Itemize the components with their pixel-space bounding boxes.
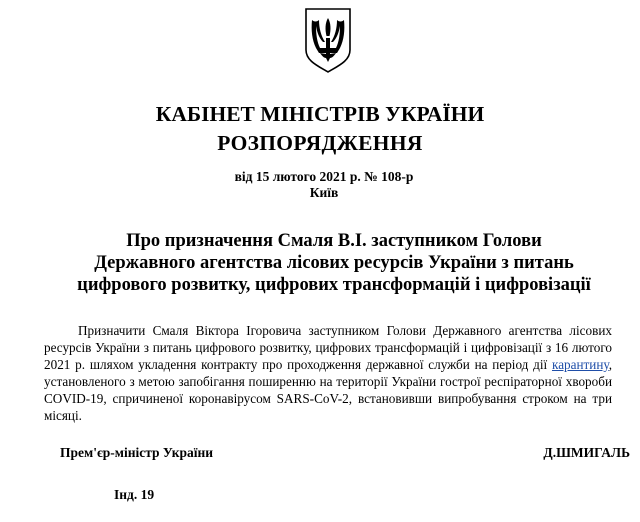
subject-line-3: цифрового розвитку, цифрових трансформацій і цифровізації xyxy=(77,275,591,295)
subject-line-2: Державного агентства лісових ресурсів України з питань xyxy=(94,253,574,273)
organization-heading: КАБІНЕТ МІНІСТРІВ УКРАЇНИ xyxy=(155,102,485,126)
document-subject xyxy=(14,230,640,296)
body-text-part-2: , установленого з метою запобігання поширенню на території України гострої респіраторної хвороби COVID-19, спричиненої коронавірусом SARS-CoV-2, встановивши випробування строком на три місяці. xyxy=(44,357,612,423)
signatory-name: Д.ШМИГАЛЬ xyxy=(543,445,630,460)
trident-coat-of-arms-icon xyxy=(302,6,354,74)
document-body xyxy=(44,322,612,424)
signatory-title: Прем'єр-міністр України xyxy=(60,445,214,460)
document-type-heading: РОЗПОРЯДЖЕННЯ xyxy=(217,131,423,155)
document-date-number: від 15 лютого 2021 р. № 108-р xyxy=(234,169,414,184)
document-index: Інд. 19 xyxy=(114,487,155,502)
body-text-part-1: Призначити Смаля Віктора Ігоровича заступником Голови Державного агентства лісових ресурсів України з питань цифрового розвитку, цифрових трансформацій і цифровізації з 16 лютого 2021 р. шляхом укладення контракту про проходження державної служби на період дії xyxy=(44,323,612,372)
subject-line-1: Про призначення Смаля В.І. заступником Голови xyxy=(126,231,542,251)
document-city: Київ xyxy=(309,185,339,200)
quarantine-link[interactable]: карантину xyxy=(551,357,609,372)
